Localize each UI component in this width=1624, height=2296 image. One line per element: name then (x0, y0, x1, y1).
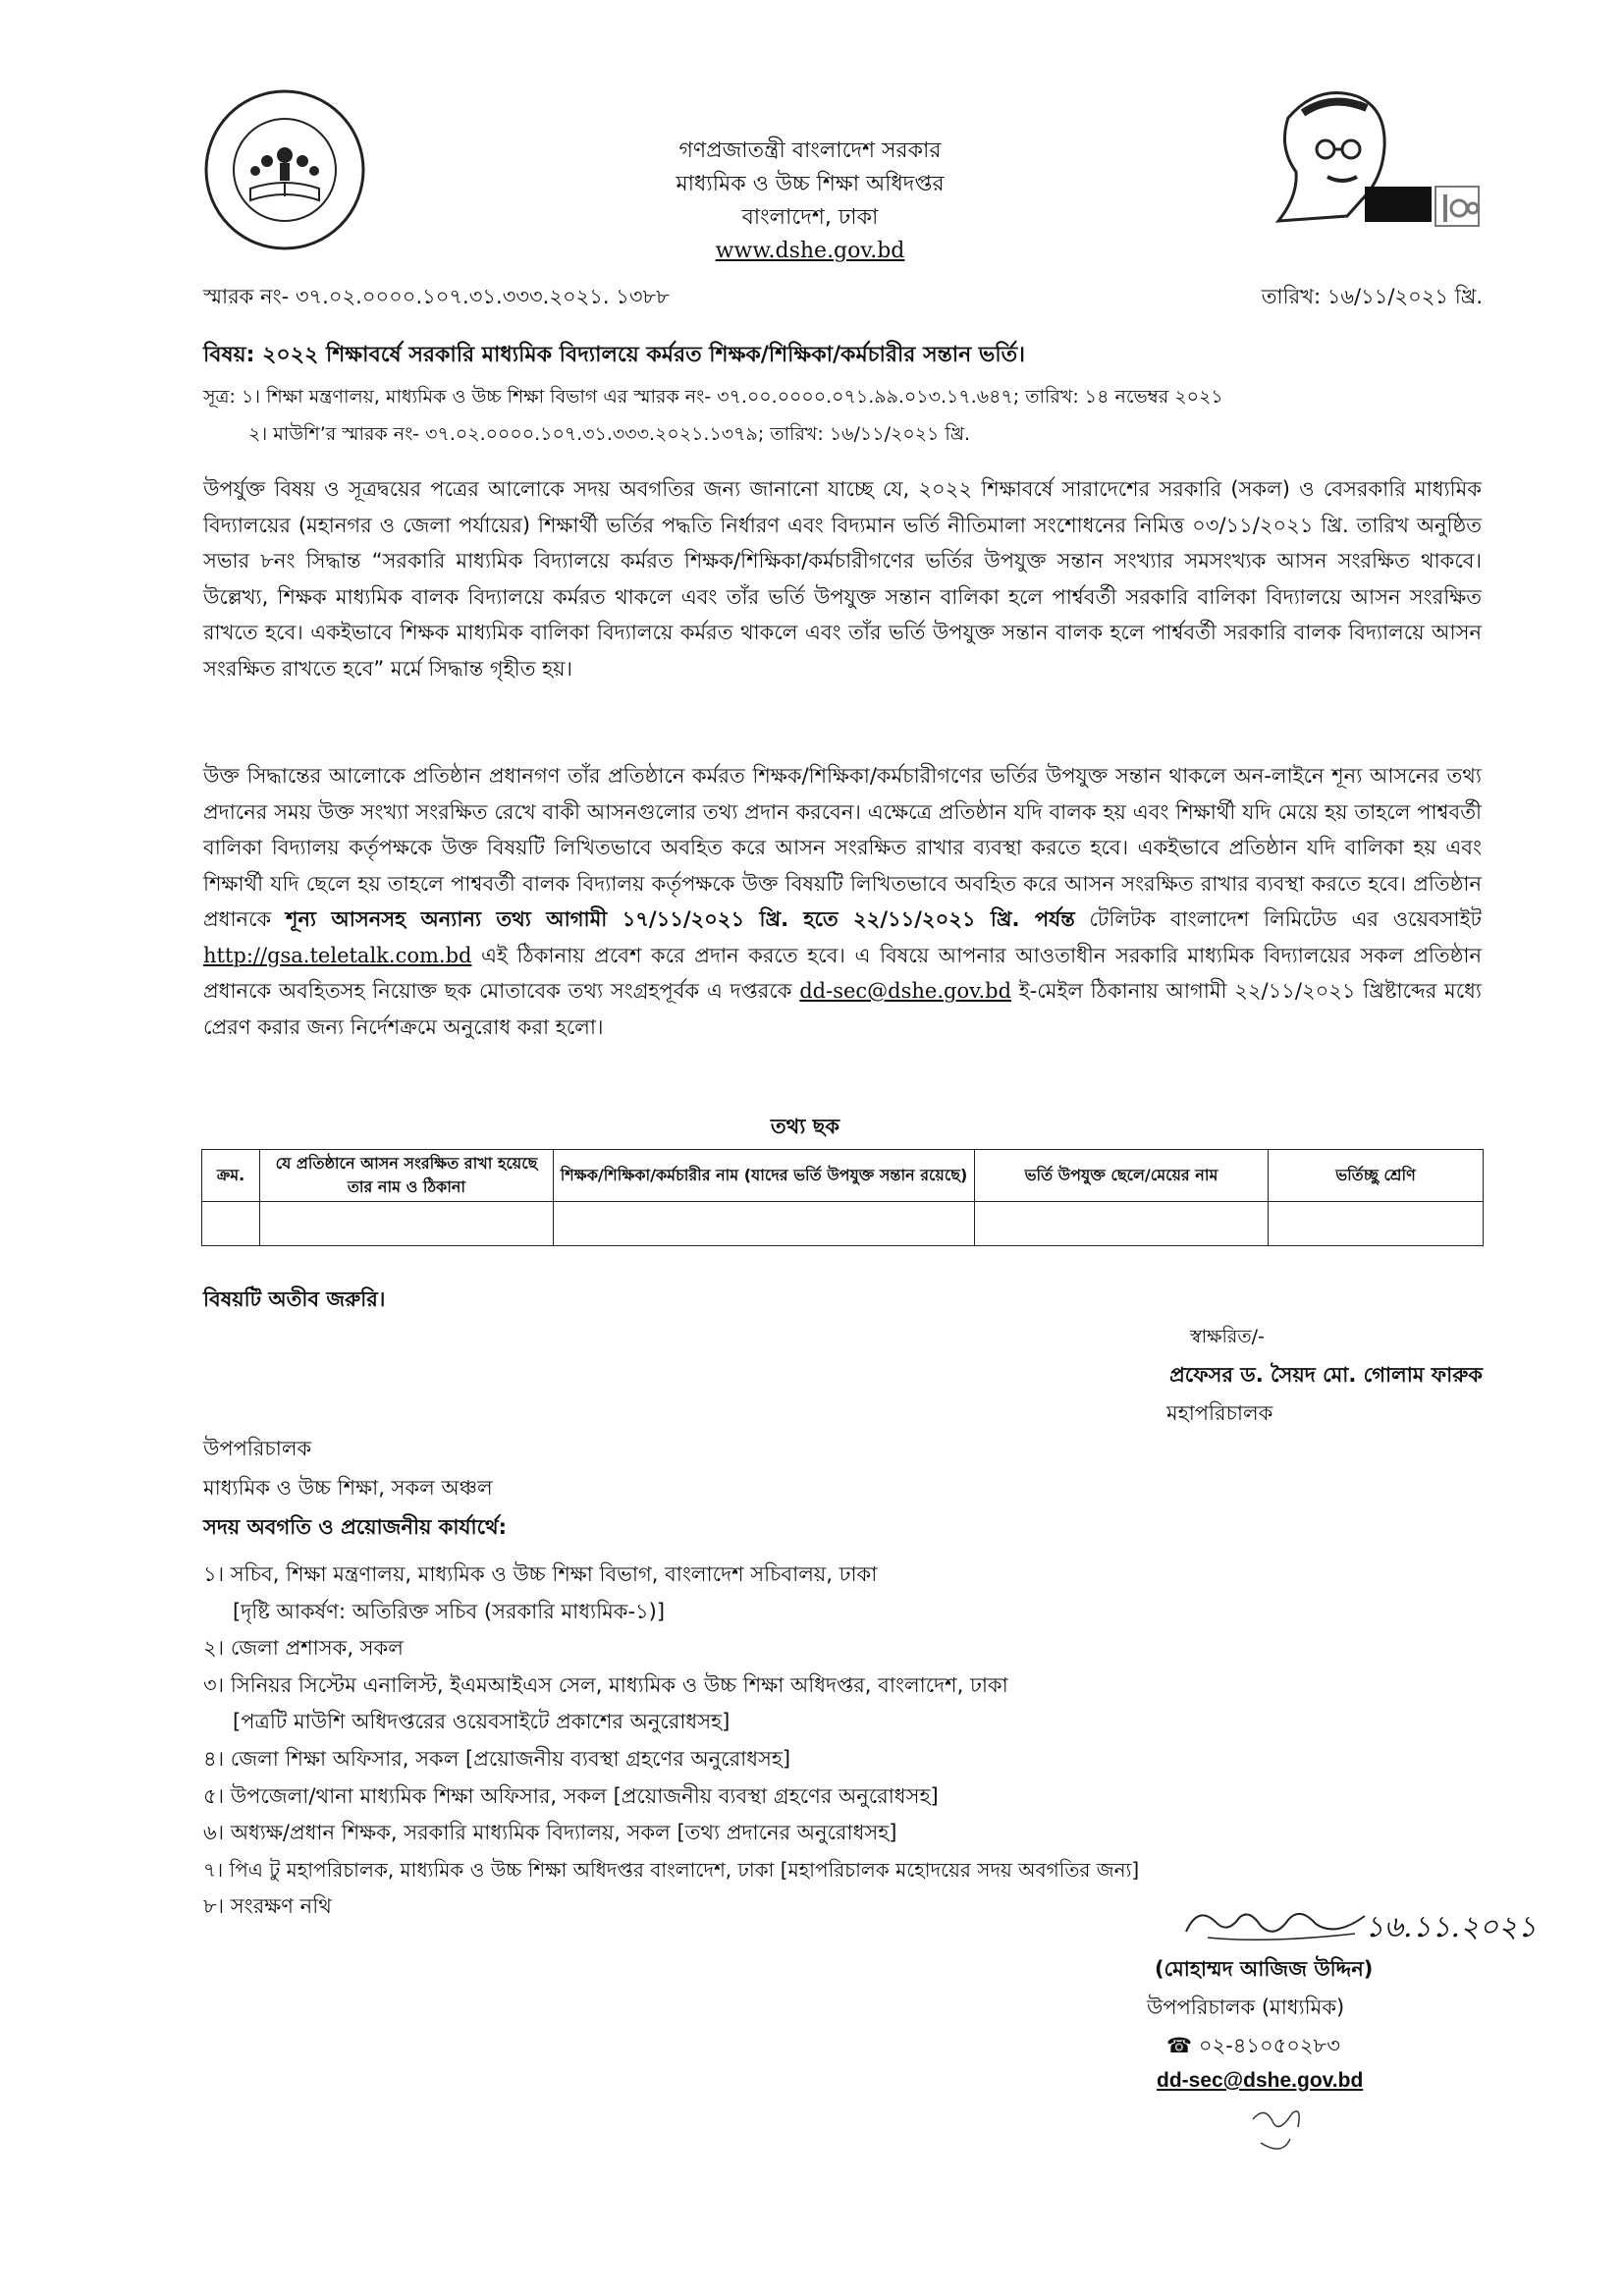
list-item: ৫। উপজেলা/থানা মাধ্যমিক শিক্ষা অফিসার, সকল [প্রয়োজনীয় ব্যবস্থা গ্রহণের অনুরোধসহ] (203, 1783, 939, 1808)
govt-name: গণপ্রজাতন্ত্রী বাংলাদেশ সরকার (678, 138, 942, 163)
deadline-text: শূন্য আসনসহ অন্যান্য তথ্য আগামী ১৭/১১/২০২১ খ্রি. হতে ২২/১১/২০২১ খ্রি. পর্যন্ত (285, 907, 1075, 931)
sender-title: উপপরিচালক (মাধ্যমিক) (1147, 1995, 1345, 2019)
list-item: ১। সচিব, শিক্ষা মন্ত্রণালয়, মাধ্যমিক ও উচ্চ শিক্ষা বিভাগ, বাংলাদেশ সচিবালয়, ঢাকা (203, 1562, 878, 1586)
col-serial: ক্রম. (202, 1150, 260, 1202)
mujib-centenary-logo (1249, 79, 1485, 236)
table-row (202, 1202, 1484, 1246)
list-item: ৭। পিএ টু মহাপরিচালক, মাধ্যমিক ও উচ্চ শিক্ষা অধিদপ্তর বাংলাদেশ, ঢাকা [মহাপরিচালক মহোদয়ের সদয় অবগতির জন্য] (203, 1857, 1140, 1882)
copies-list (203, 1557, 1519, 1926)
list-item: ৬। অধ্যক্ষ/প্রধান শিক্ষক, সরকারি মাধ্যমিক বিদ্যালয়, সকল [তথ্য প্রদানের অনুরোধসহ] (203, 1821, 897, 1845)
list-item: ৮। সংরক্ষণ নথি (203, 1894, 332, 1919)
body-paragraph-1: উপর্যুক্ত বিষয় ও সূত্রদ্বয়ের পত্রের আলোকে সদয় অবগতির জন্য জানানো যাচ্ছে যে, ২০২২ শিক্ষাবর্ষে সারাদেশের সরকারি (সকল) ও বেসরকারি মাধ্যমিক বিদ্যালয়ের (মহানগর ও জেলা পর্যায়ের) শিক্ষার্থী ভর্তির পদ্ধতি নির্ধারণ এবং বিদ্যমান ভর্তি নীতিমালা সংশোধনের নিমিত্ত ০৩/১১/২০২১ খ্রি. তারিখ অনুষ্ঠিত সভার ৮নং সিদ্ধান্ত “সরকারি মাধ্যমিক বিদ্যালয়ে কর্মরত শিক্ষক/শিক্ষিকা/কর্মচারীগণের ভর্তির উপযুক্ত সন্তান সংখ্যার সমসংখ্যক আসন সংরক্ষিত থাকবে। উল্লেখ্য, শিক্ষক মাধ্যমিক বালক বিদ্যালয়ে কর্মরত থাকলে এবং তাঁর ভর্তি উপযুক্ত সন্তান বালিকা হলে পার্শ্ববর্তী সরকারি বালিকা বিদ্যালয়ে আসন সংরক্ষিত রাখতে হবে। একইভাবে শিক্ষক মাধ্যমিক বালিকা বিদ্যালয়ে কর্মরত থাকলে এবং তাঁর ভর্তি উপযুক্ত সন্তান বালক হলে পার্শ্ববর্তী সরকারি বালক বিদ্যালয়ে আসন সংরক্ষিত রাখতে হবে” মর্মে সিদ্ধান্ত গৃহীত হয়। (203, 477, 1482, 681)
list-item: [পত্রটি মাউশি অধিদপ্তরের ওয়েবসাইটে প্রকাশের অনুরোধসহ] (233, 1710, 731, 1734)
seal-logo (201, 86, 368, 253)
info-table (201, 1149, 1484, 1246)
paragraph-2-text: টেলিটক বাংলাদেশ লিমিটেড এর ওয়েবসাইট (1074, 907, 1482, 931)
sender-phone: ☎ ০২-৪১০৫০২৮৩ (1166, 2034, 1340, 2057)
signatory-title: মহাপরিচালক (1166, 1401, 1273, 1425)
signatory-name: প্রফেসর ড. সৈয়দ মো. গোলাম ফারুক (1169, 1363, 1483, 1387)
paragraph-2-text: উক্ত সিদ্ধান্তের আলোকে প্রতিষ্ঠান প্রধানগণ তাঁর প্রতিষ্ঠানে কর্মরত শিক্ষক/শিক্ষিকা/কর্মচারীগণের ভর্তির উপযুক্ত সন্তান থাকলে অন-লাইনে শূন্য আসনের তথ্য প্রদানের সময় উক্ত সংখ্যা সংরক্ষিত রেখে বাকী আসনগুলোর তথ্য প্রদান করবেন। এক্ষেত্রে প্রতিষ্ঠান যদি বালক হয় এবং শিক্ষার্থী যদি মেয়ে হয় তাহলে পাশ্ববর্তী বালিকা বিদ্যালয় কর্তৃপক্ষকে উক্ত বিষয়টি লিখিতভাবে অবহিত করে আসন সংরক্ষিত রাখার ব্যবস্থা করতে হবে। একইভাবে প্রতিষ্ঠান যদি বালিকা হয় এবং শিক্ষার্থী যদি ছেলে হয় তাহলে পাশ্ববর্তী বালক বিদ্যালয় কর্তৃপক্ষকে উক্ত বিষয়টি লিখিতভাবে অবহিত করে আসন সংরক্ষিত রাখার ব্যবস্থা করতে হবে। প্রতিষ্ঠান প্রধানকে (203, 764, 1482, 931)
handwritten-signature (1178, 1900, 1375, 1949)
recipient-title: উপপরিচালক (203, 1437, 312, 1460)
source-2: ২। মাউশি’র স্মারক নং- ৩৭.০২.০০০০.১০৭.৩১.৩৩৩.২০২১.১৩৭৯; তারিখ: ১৬/১১/২০২১ খ্রি. (248, 423, 971, 445)
location: বাংলাদেশ, ঢাকা (741, 205, 879, 230)
col-class: ভর্তিচ্ছু শ্রেণি (1269, 1150, 1484, 1202)
recipient-office: মাধ্যমিক ও উচ্চ শিক্ষা, সকল অঞ্চল (203, 1476, 493, 1500)
urgent-note: বিষয়টি অতীব জরুরি। (203, 1287, 386, 1311)
table-cell[interactable] (1269, 1202, 1484, 1246)
teletalk-link[interactable]: http://gsa.teletalk.com.bd (203, 943, 472, 967)
email-link[interactable]: dd-sec@dshe.gov.bd (799, 979, 1012, 1003)
list-item: ৩। সিনিয়র সিস্টেম এনালিস্ট, ইএমআইএস সেল, মাধ্যমিক ও উচ্চ শিক্ষা অধিদপ্তর, বাংলাদেশ, ঢাকা (203, 1672, 1008, 1697)
paragraph-2-text: ই-মেইল ঠিকানায় আগামী ২২/১১/২০২১ খ্রিষ্টাব্দের মধ্যে প্রেরণ করার জন্য নির্দেশক্রমে অনুরোধ করা হলো। (203, 979, 1482, 1039)
body-paragraph-2 (203, 758, 1482, 1045)
table-cell[interactable] (202, 1202, 260, 1246)
subject-line: বিষয়: ২০২২ শিক্ষাবর্ষে সরকারি মাধ্যমিক বিদ্যালয়ে কর্মরত শিক্ষক/শিক্ষিকা/কর্মচারীর সন্তান ভর্তি। (203, 343, 1025, 367)
sender-name: (মোহাম্মদ আজিজ উদ্দিন) (1155, 1957, 1374, 1981)
list-item: ৪। জেলা শিক্ষা অফিসার, সকল [প্রয়োজনীয় ব্যবস্থা গ্রহণের অনুরোধসহ] (203, 1746, 791, 1771)
list-item: ২। জেলা প্রশাসক, সকল (203, 1636, 404, 1661)
memo-number: স্মারক নং- ৩৭.০২.০০০০.১০৭.৩১.৩৩৩.২০২১. ১৩৮৮ (203, 285, 670, 308)
table-title: তথ্য ছক (770, 1115, 840, 1138)
copies-heading: সদয় অবগতি ও প্রয়োজনীয় কার্যার্থে: (203, 1515, 508, 1539)
directorate-name: মাধ্যমিক ও উচ্চ শিক্ষা অধিদপ্তর (676, 172, 945, 196)
signed-label: স্বাক্ষরিত/- (1190, 1326, 1265, 1347)
col-institution: যে প্রতিষ্ঠানে আসন সংরক্ষিত রাখা হয়েছে তার নাম ও ঠিকানা (260, 1150, 554, 1202)
sender-email[interactable]: dd-sec@dshe.gov.bd (1157, 2069, 1364, 2092)
initials-signature (1243, 2100, 1312, 2159)
website-link[interactable]: www.dshe.gov.bd (715, 239, 905, 263)
signed-date: ১৬.১১.২০২১ (1365, 1910, 1537, 1944)
col-child-name: ভর্তি উপযুক্ত ছেলে/মেয়ের নাম (975, 1150, 1269, 1202)
col-staff-name: শিক্ষক/শিক্ষিকা/কর্মচারীর নাম (যাদের ভর্তি উপযুক্ত সন্তান রয়েছে) (554, 1150, 975, 1202)
paragraph-2-text: এই ঠিকানায় প্রবেশ করে প্রদান করতে হবে। এ বিষয়ে আপনার আওতাধীন সরকারি মাধ্যমিক বিদ্যালয়ের সকল প্রতিষ্ঠান প্রধানকে অবহিতসহ নিয়োক্ত ছক মোতাবেক তথ্য সংগ্রহপূর্বক এ দপ্তরকে (203, 943, 1482, 1003)
table-cell[interactable] (260, 1202, 554, 1246)
memo-date: তারিখ: ১৬/১১/২০২১ খ্রি. (1261, 285, 1483, 308)
table-cell[interactable] (975, 1202, 1269, 1246)
list-item: [দৃষ্টি আকর্ষণ: অতিরিক্ত সচিব (সরকারি মাধ্যমিক-১)] (233, 1599, 666, 1623)
source-1: সূত্র: ১। শিক্ষা মন্ত্রণালয়, মাধ্যমিক ও উচ্চ শিক্ষা বিভাগ এর স্মারক নং- ৩৭.০০.০০০০.০৭১.৯৯.০১৩.১৭.৬৪৭; তারিখ: ১৪ নভেম্বর ২০২১ (203, 386, 1223, 408)
table-cell[interactable] (554, 1202, 975, 1246)
table-header-row (202, 1150, 1484, 1202)
